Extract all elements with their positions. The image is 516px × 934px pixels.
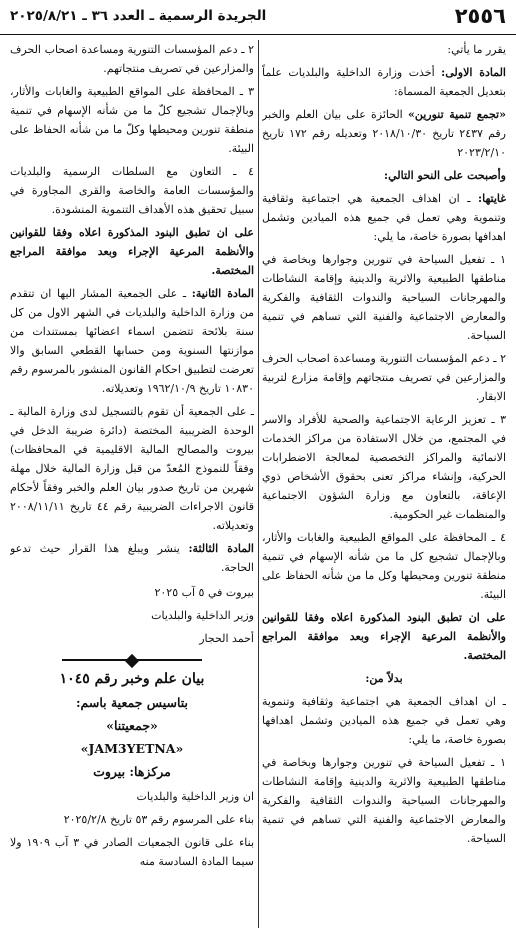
association-details: الحائزة على بيان العلم والخبر رقم ٢٤٣٧ تاريخ ٢٠١٨/١٠/٣٠ وتعديله رقم ١٧٢ تاريخ ٢٠٢٣/٢/١٠	[262, 108, 506, 159]
compliance-clause-2: على ان تطبق البنود المذكورة اعلاه وفقا للقوانين والأنظمة المرعية الإجراء وبعد موافقة المراجع المختصة.	[10, 226, 254, 277]
association-title: «تجمع تنمية تنورين»	[407, 108, 506, 121]
page-header	[0, 0, 516, 35]
article-three	[10, 539, 254, 577]
article-two	[10, 284, 254, 398]
old-goals-paragraph: ـ ان اهداف الجمعية هي اجتماعية وثقافية وتنموية وهي تعمل في جميع هذه الميادين وتشمل اهدافها بصورة خاصة، ما يلي:	[262, 695, 506, 746]
article-three-label: المادة الثالثة:	[188, 542, 254, 555]
signature-name: أحمد الحجار	[199, 632, 254, 645]
old-goal-item-2: ٢ ـ دعم المؤسسات التنورية ومساعدة اصحاب الحرف والمزارعين في تصريف منتجاتهم.	[10, 43, 254, 75]
old-goal-item-3: ٣ ـ المحافظة على المواقع الطبيعية والغابات والأثار، وبالإجمال تشجيع كلّ ما من شأنه الإسهام في تنمية منطقة تنورين ومحيطها وكلّ ما من شأنه الحفاظ على البيئة.	[10, 85, 254, 155]
signature-place-date: بيروت في ٥ آب ٢٠٢٥	[154, 586, 254, 599]
goals-paragraph	[262, 189, 506, 246]
notice-line-3: بناء على قانون الجمعيات الصادر في ٣ آب ١٩٠٩ ولا سيما المادة السادسة منه	[10, 836, 254, 868]
notice-subtitle: بتاسيس جمعية باسم:	[75, 695, 189, 710]
became-heading: وأصبحت على النحو التالي:	[384, 169, 506, 182]
article-two-text: ـ على الجمعية المشار اليها ان تتقدم من وزارة الداخلية والبلديات في الشهر الاول من كل سنة بلائحة تتضمن اسماء اعضائها بمستندات من موازنتها السنوية ومن حسابها القطعي السابق والا تعرضت لتطبيق احكام القانون المنشور بالمرسوم رقم ١٠٨٣٠ تاريخ ١٩٦٢/١٠/٩ وتعديلاته.	[10, 287, 254, 395]
notice-association-name-latin: «JAM3YETNA»	[80, 741, 184, 756]
article-three-text: ينشر ويبلغ هذا القرار حيث تدعو الحاجة.	[10, 542, 254, 574]
decision-intro: يقرر ما يأتي:	[447, 43, 506, 56]
goals-label: غايتها:	[478, 192, 506, 205]
instead-of-heading: بدلاً من:	[365, 672, 403, 685]
notice-title: بيان علم وخبر رقم ١٠٤٥	[59, 671, 205, 687]
left-column	[10, 40, 254, 928]
compliance-clause: على ان تطبق البنود المذكورة اعلاه وفقا للقوانين والأنظمة المرعية الإجراء وبعد موافقة المراجع المختصة.	[262, 611, 506, 662]
goal-item-4: ٤ ـ المحافظة على المواقع الطبيعية والغابات والأثار، وبالإجمال تشجيع كل ما من شأنه الإسهام في تنمية منطقة تنورين ومحيطها وكل ما من شأنه الحفاظ على البيئة.	[262, 531, 506, 601]
notice-hq-value: بيروت	[93, 764, 130, 779]
section-separator	[62, 656, 202, 664]
association-name	[262, 105, 506, 162]
tax-registration-clause: ـ على الجمعية أن تقوم بالتسجيل لدى وزارة المالية ـ الوحدة الضريبية المختصة (دائرة ضريبة الدخل في بيروت والمصالح المالية الاقليمية في المحافظات) وفقاً للنموذج المُعدّ من قبل وزارة المالية خلال مهلة شهرين من تاريخ صدور بيان العلم والخبر وفقاً لأحكام قانون الاجراءات الضريبية رقم ٤٤ تاريخ ٢٠٠٨/١١/١١ وتعديلاته.	[10, 405, 254, 532]
article-one-label: المادة الاولى:	[441, 66, 506, 79]
notice-association-name-ar: «جمعيتنا»	[106, 718, 158, 733]
article-one-text: أخذت وزارة الداخلية والبلديات علماً بتعديل الجمعية المسماة:	[262, 66, 506, 98]
signature-title: وزير الداخلية والبلديات	[151, 609, 254, 622]
old-goal-item-4: ٤ ـ التعاون مع السلطات الرسمية والبلديات والمؤسسات العامة والخاصة والقرى المجاورة في سبيل تحقيق هذه الأهداف التنموية المنشودة.	[10, 165, 254, 216]
notice-headquarters	[10, 762, 254, 781]
article-two-label: المادة الثانية:	[191, 287, 254, 300]
goal-item-2: ٢ ـ دعم المؤسسات التنورية ومساعدة اصحاب الحرف والمزارعين في تصريف منتجاتهم وإقامة مزارع لتربية الابقار.	[262, 352, 506, 403]
article-one	[262, 63, 506, 101]
page-number: ٢٥٥٦	[454, 4, 506, 28]
goal-item-3: ٣ ـ تعزيز الرعاية الاجتماعية والصحية للأفراد والاسر في المجتمع، من خلال الاستفادة من مراكز الخدمات الانمائية والمراكز التخصصية لمعالجة الاضطرابات الحركية، وإنشاء مراكز تعنى بحقوق الأشخاص ذوي الإعاقة، بالتعاون مع وزارة الشؤون الاجتماعية والمنظمات غير الحكومية.	[262, 413, 506, 521]
notice-line-1: ان وزير الداخلية والبلديات	[136, 790, 254, 803]
notice-line-2: بناء على المرسوم رقم ٥٣ تاريخ ٢٠٢٥/٢/٨	[63, 813, 254, 826]
goals-text: ـ ان اهداف الجمعية هي اجتماعية وثقافية وتنموية وهي تعمل في جميع هذه الميادين وتشمل اهدافها بصورة خاصة، ما يلي:	[262, 192, 506, 243]
goal-item-1: ١ ـ تفعيل السياحة في تنورين وجوارها وبخاصة في مناطقها الطبيعية والاثرية والدينية وإقامة النشاطات والمهرجانات السياحية والندوات الثقافية والفكرية والمعارض الاجتماعية والفنية التي تساهم في تنمية السياحة.	[262, 253, 506, 342]
notice-hq-label: مركزها:	[129, 764, 171, 779]
old-goal-item-1: ١ ـ تفعيل السياحة في تنورين وجوارها وبخاصة في مناطقها الطبيعية والاثرية والدينية وإقامة النشاطات والمهرجانات السياحية والندوات الثقافية والفكرية والمعارض الاجتماعية والفنية التي تساهم في تنمية السياحة.	[262, 756, 506, 845]
right-column	[262, 40, 506, 928]
running-head: الجريدة الرسمية ـ العدد ٣٦ ـ ٢٠٢٥/٨/٢١	[10, 8, 267, 24]
column-divider	[258, 40, 259, 928]
